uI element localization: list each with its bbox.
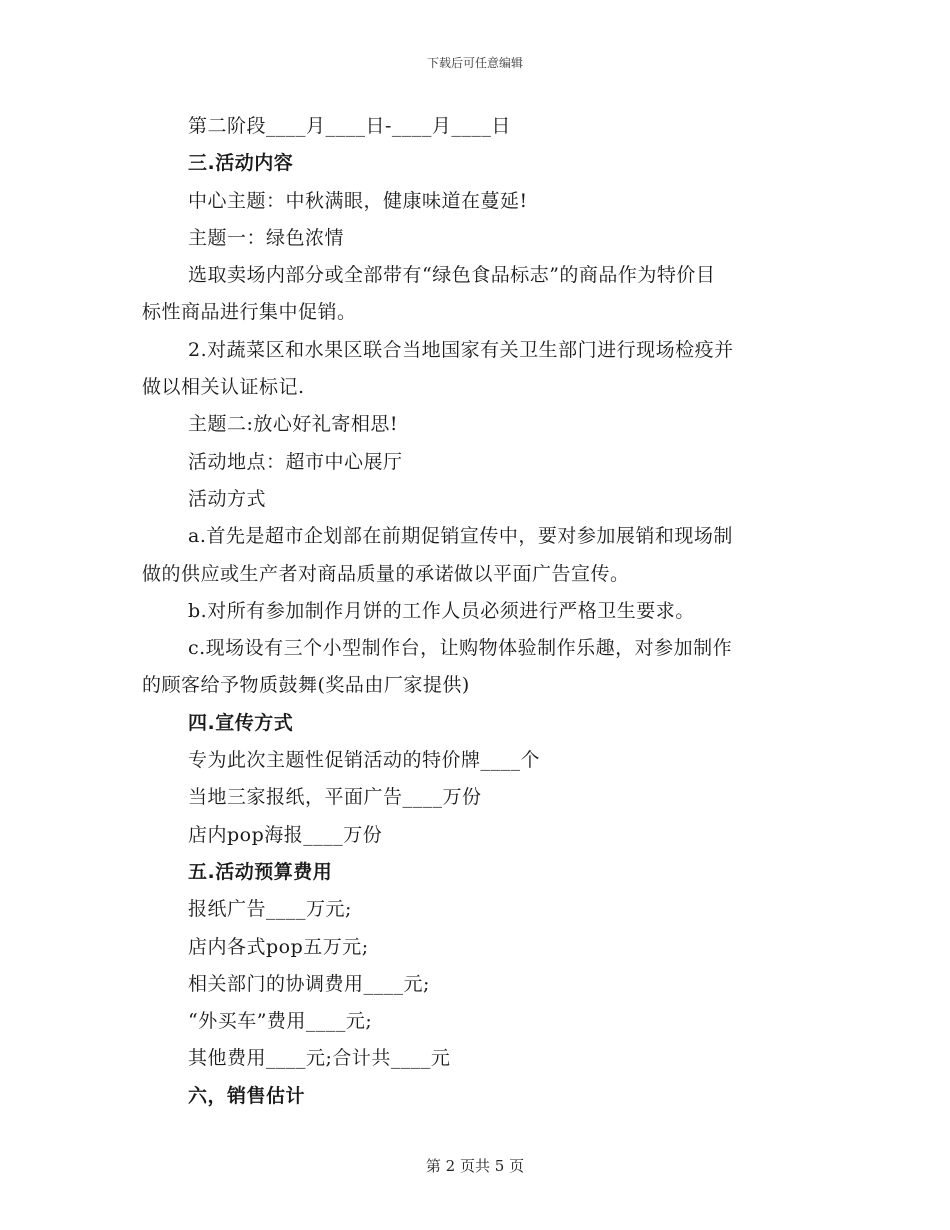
paragraph-line: 活动方式	[188, 487, 267, 510]
paragraph-line: 第二阶段____月____日-____月____日	[188, 115, 511, 137]
paragraph-line: a.首先是超市企划部在前期促销宣传中，要对参加展销和现场制	[188, 525, 733, 548]
page-header: 下载后可任意编辑	[426, 56, 523, 70]
paragraph-line: 中心主题：中秋满眼，健康味道在蔓延!	[188, 189, 528, 212]
page-footer: 第 2 页共 5 页	[425, 1157, 525, 1175]
paragraph-line: 店内pop海报____万份	[188, 823, 383, 846]
paragraph-line: 主题二:放心好礼寄相思!	[188, 413, 399, 436]
paragraph-line: 其他费用____元;合计共____元	[188, 1047, 451, 1070]
section-heading: 六，销售估计	[188, 1084, 306, 1107]
paragraph-line: 标性商品进行集中促销。	[142, 301, 357, 324]
paragraph-line: 2.对蔬菜区和水果区联合当地国家有关卫生部门进行现场检疫并	[188, 338, 734, 361]
paragraph-line: 的顾客给予物质鼓舞(奖品由厂家提供)	[142, 674, 470, 697]
section-heading: 五.活动预算费用	[188, 860, 333, 883]
section-heading: 四.宣传方式	[188, 711, 294, 734]
paragraph-line: 主题一：绿色浓情	[188, 226, 345, 249]
paragraph-line: 报纸广告____万元;	[188, 898, 352, 921]
paragraph-line: 店内各式pop五万元;	[188, 935, 369, 958]
paragraph-line: 做的供应或生产者对商品质量的承诺做以平面广告宣传。	[142, 562, 630, 585]
paragraph-line: c.现场设有三个小型制作台，让购物体验制作乐趣，对参加制作	[188, 637, 733, 660]
paragraph-line: 相关部门的协调费用____元;	[188, 972, 430, 995]
paragraph-line: 活动地点：超市中心展厅	[188, 450, 403, 473]
paragraph-line: 当地三家报纸，平面广告____万份	[188, 786, 482, 809]
paragraph-line: b.对所有参加制作月饼的工作人员必须进行严格卫生要求。	[188, 599, 695, 622]
paragraph-line: “外买车”费用____元;	[188, 1010, 373, 1033]
section-heading: 三.活动内容	[188, 152, 294, 175]
document-body	[142, 108, 802, 1115]
paragraph-line: 做以相关认证标记.	[142, 376, 305, 399]
paragraph-line: 专为此次主题性促销活动的特价牌____个	[188, 749, 541, 772]
paragraph-line: 选取卖场内部分或全部带有“绿色食品标志”的商品作为特价目	[188, 264, 716, 287]
